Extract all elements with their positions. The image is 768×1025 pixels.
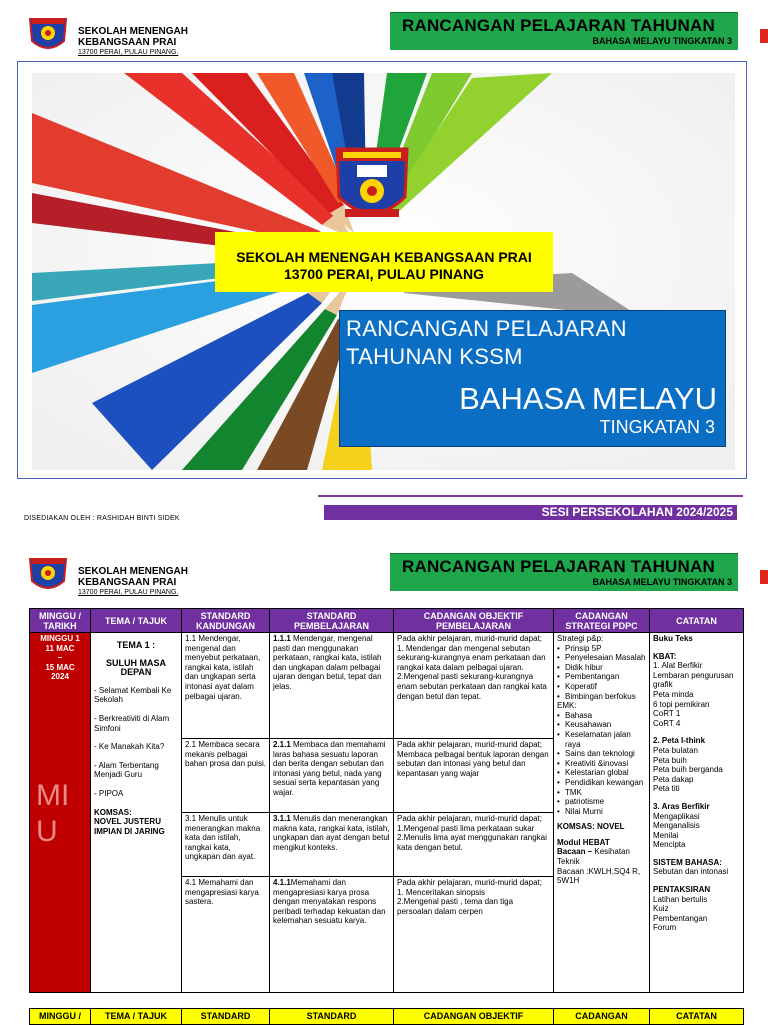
sp-cell — [270, 813, 394, 877]
tema-item: - PIPOA — [94, 788, 124, 798]
list-item: Peta titi — [653, 784, 680, 794]
week-start: 11 MAC — [45, 643, 75, 653]
obj-line: 1. Mendengar dan mengenal sebutan sekurang-kurangnya enam perkataan dan rangkai kata dalam pelbagai ujaran. — [397, 643, 546, 672]
catatan-cell — [650, 633, 744, 993]
bacaan-text3: 5W1H — [557, 876, 580, 886]
school-header — [26, 15, 188, 57]
strategi-label: Strategi p&p: — [557, 634, 604, 643]
sp-code: 1.1.1 — [273, 634, 291, 643]
list-item: Peta dakap — [653, 774, 694, 784]
list-item: Peta minda — [653, 689, 694, 699]
week-dash: – — [57, 653, 63, 663]
list-item: Pembentangan — [653, 913, 708, 923]
cover-school-name: SEKOLAH MENENGAH KEBANGSAAN PRAI — [236, 249, 532, 265]
tema-item: - Selamat Kembali Ke Sekolah — [94, 685, 172, 705]
list-item: Peta buih — [653, 755, 687, 765]
list-item: Peta bulatan — [653, 745, 698, 755]
header-objektif: CADANGAN OBJEKTIF PEMBELAJARAN — [394, 609, 554, 633]
table-header-row — [30, 1009, 744, 1025]
sp-text: Membaca dan memahami laras bahasa sesuatu laporan dan berita dengan sebutan dan intonasi yang betul, nada yang sesuai serta kepantasan yang wajar. — [273, 740, 386, 797]
school-header-page2 — [26, 555, 188, 597]
cover-title-line2: TAHUNAN KSSM — [346, 344, 523, 369]
sp-code: 3.1.1 — [273, 814, 291, 823]
header-strategi: CADANGAN — [554, 1009, 650, 1025]
emk-list — [557, 711, 646, 817]
cover-school-address: 13700 PERAI, PULAU PINANG — [284, 266, 484, 282]
tema-item: - Ke Manakah Kita? — [94, 742, 165, 752]
list-item: • Keselamatan jalan raya — [557, 730, 646, 749]
obj-cell — [394, 813, 554, 877]
rpt-table — [29, 608, 744, 993]
bacaan-text: Kesihatan Teknik — [557, 847, 630, 867]
list-item: Mengaplikasi — [653, 811, 700, 821]
list-item: • Kreativiti &inovasi — [557, 759, 646, 769]
school-name-line1: SEKOLAH MENENGAH — [78, 566, 189, 577]
obj-cell — [394, 739, 554, 813]
cover-title-line1: RANCANGAN PELAJARAN — [346, 316, 627, 341]
header-sk: STANDARD KANDUNGAN — [182, 609, 270, 633]
sk-cell: 4.1 Memahami dan mengapresiasi karya sastera. — [182, 877, 270, 993]
header-sk: STANDARD — [182, 1009, 270, 1025]
header-catatan: CATATAN — [650, 1009, 744, 1025]
header-sp: STANDARD — [270, 1009, 394, 1025]
komsas-novel: KOMSAS: NOVEL — [557, 822, 625, 832]
red-tab — [760, 570, 768, 584]
sk-cell: 3.1 Menulis untuk menerangkan makna kata dan istilah, rangkai kata, ungkapan dan ayat. — [182, 813, 270, 877]
header-minggu: MINGGU / TARIKH — [30, 609, 91, 633]
list-item: 1. Alat Berfikir — [653, 661, 703, 671]
komsas-label: KOMSAS: — [94, 807, 132, 817]
session-bar: SESI PERSEKOLAHAN 2024/2025 — [324, 505, 737, 520]
obj-line: Pada akhir pelajaran, murid-murid dapat; — [397, 740, 542, 749]
list-item: • Prinsip 5P — [557, 644, 646, 654]
list-item: • Bahasa — [557, 711, 646, 721]
header-minggu: MINGGU / — [30, 1009, 91, 1025]
title-box — [339, 310, 726, 447]
kbat-label: KBAT: — [653, 651, 677, 661]
obj-line: Membaca pelbagai bentuk laporan dengan sebutan dan intonasi yang betul dan kepantasan yang wajar — [397, 749, 549, 778]
list-item: • TMK — [557, 788, 646, 798]
week-cell — [30, 633, 91, 993]
list-item: Menganalisis — [653, 821, 700, 831]
komsas-title: NOVEL JUSTERU IMPIAN DI JARING — [94, 817, 165, 836]
list-item: Menilai — [653, 830, 679, 840]
list-item: • patriotisme — [557, 797, 646, 807]
week-end: 15 MAC — [45, 662, 75, 672]
list-item: CoRT 4 — [653, 718, 681, 728]
red-tab — [760, 29, 768, 43]
tema-item: - Alam Terbentang Menjadi Guru — [94, 760, 159, 780]
divider-line — [318, 495, 743, 497]
obj-line: 2.Mengenal pasti , tema dan tiga persoalan dalam cerpen — [397, 897, 514, 916]
school-address: 13700 PERAI, PULAU PINANG. — [78, 589, 179, 596]
strategi-cell — [554, 633, 650, 993]
school-name-box — [215, 232, 553, 292]
list-item: • Didik hibur — [557, 663, 646, 673]
tema-title: TEMA 1 : — [116, 640, 156, 650]
sp-cell — [270, 633, 394, 739]
obj-line: Pada akhir pelajaran, murid-murid dapat; — [397, 878, 542, 887]
list-item: • Bimbingan berfokus — [557, 692, 646, 702]
week-year: 2024 — [51, 672, 69, 682]
school-crest-icon — [26, 15, 70, 55]
header-objektif: CADANGAN OBJEKTIF — [394, 1009, 554, 1025]
sp-code: 2.1.1 — [273, 740, 291, 749]
obj-cell — [394, 877, 554, 993]
rpt-table-next — [29, 1008, 744, 1025]
header-tema: TEMA / TAJUK — [91, 609, 182, 633]
week-ghost-text: MI U — [36, 779, 70, 848]
obj-line: Pada akhir pelajaran, murid-murid dapat; — [397, 634, 542, 643]
obj-line: 2.Menulis lima ayat menggunakan rangkai kata dengan betul. — [397, 833, 547, 852]
list-item: Latihan bertulis — [653, 894, 708, 904]
aras-label: 3. Aras Berfikir — [653, 801, 710, 811]
banner-title: RANCANGAN PELAJARAN TAHUNAN — [402, 557, 715, 576]
list-item: Kuiz — [653, 904, 669, 914]
table-header-row — [30, 609, 744, 633]
list-item: • Penyelesaian Masalah — [557, 653, 646, 663]
modul-hebat: Modul HEBAT — [557, 837, 610, 847]
banner-subtitle: BAHASA MELAYU TINGKATAN 3 — [592, 36, 732, 46]
sp-text: Menulis dan menerangkan makna kata, rangkai kata, istilah, ungkapan dan ayat dengan betul mengikut konteks. — [273, 814, 390, 852]
obj-line: 1. Menceritakan sinopsis — [397, 887, 486, 897]
sk-cell: 1.1 Mendengar, mengenal dan menyebut perkataan, rangkai kata, istilah dan ungkapan serta intonasi ayat dalam pelbagai ujaran. — [182, 633, 270, 739]
list-item: • Pembentangan — [557, 672, 646, 682]
table-row — [30, 633, 744, 739]
list-item: • Kelestarian global — [557, 768, 646, 778]
sp-text: Mendengar, mengenal pasti dan menggunakan perkataan, rangkai kata, istilah dan ungkapan dalam pelbagai ujaran dengan betul, tepat dan jelas. — [273, 634, 382, 691]
banner-subtitle: BAHASA MELAYU TINGKATAN 3 — [592, 577, 732, 587]
list-item: Peta buih berganda — [653, 765, 723, 775]
header-strategi: CADANGAN STRATEGI PDPC — [554, 609, 650, 633]
banner-title: RANCANGAN PELAJARAN TAHUNAN — [402, 16, 715, 35]
sp-text: Memahami dan mengapresiasi karya prosa dengan menyatakan respons peribadi terhadap kekuatan dan kelemahan sesuatu karya. — [273, 878, 386, 926]
obj-line: 1.Mengenal pasti lima perkataan sukar — [397, 823, 535, 833]
cover-subject: BAHASA MELAYU — [459, 381, 717, 416]
prepared-by: DISEDIAKAN OLEH : RASHIDAH BINTI SIDEK — [24, 515, 180, 522]
sp-cell — [270, 739, 394, 813]
tema-cell — [91, 633, 182, 993]
buku-teks: Buku Teks — [653, 634, 693, 643]
list-item: CoRT 1 — [653, 709, 681, 719]
header-sp: STANDARD PEMBELAJARAN — [270, 609, 394, 633]
strategi-list — [557, 644, 646, 702]
pentaksiran-label: PENTAKSIRAN — [653, 885, 711, 895]
sk-cell: 2.1 Membaca secara mekanis pelbagai bahan prosa dan puisi. — [182, 739, 270, 813]
list-item: • Pendidikan kewangan — [557, 778, 646, 788]
tema-item: - Berkreativiti di Alam Simfoni — [94, 713, 170, 733]
cover-level: TINGKATAN 3 — [599, 417, 715, 437]
week-label: MINGGU 1 — [40, 634, 80, 643]
list-item: Forum — [653, 923, 677, 933]
school-crest-icon — [26, 555, 70, 595]
list-item: Sebutan dan intonasi — [653, 867, 729, 877]
bacaan-text2: Bacaan :KWLH,SQ4 R, — [557, 866, 641, 876]
list-item: 6 topi pemikiran — [653, 699, 710, 709]
school-name-line2: KEBANGSAAN PRAI — [78, 37, 177, 48]
bacaan-label: Bacaan – — [557, 847, 593, 857]
obj-line: Pada akhir pelajaran, murid-murid dapat; — [397, 814, 542, 823]
emk-label: EMK: — [557, 701, 577, 711]
list-item: • Nilai Murni — [557, 807, 646, 817]
peta-label: 2. Peta I-think — [653, 736, 706, 746]
list-item: • Koperatif — [557, 682, 646, 692]
list-item: • Sains dan teknologi — [557, 749, 646, 759]
school-crest-large-icon — [333, 147, 411, 229]
obj-cell — [394, 633, 554, 739]
list-item: Lembaran pengurusan grafik — [653, 670, 734, 690]
header-catatan: CATATAN — [650, 609, 744, 633]
list-item: Mencipta — [653, 840, 686, 850]
sp-cell — [270, 877, 394, 993]
list-item: • Keusahawan — [557, 720, 646, 730]
obj-line: 2.Mengenal pasti sekurang-kurangnya enam sebutan perkataan dan rangkai kata dengan betul dan tepat. — [397, 672, 547, 701]
rpt-banner-page2 — [390, 553, 738, 591]
header-tema: TEMA / TAJUK — [91, 1009, 182, 1025]
school-name-line1: SEKOLAH MENENGAH — [78, 26, 189, 37]
school-name-line2: KEBANGSAAN PRAI — [78, 577, 177, 588]
sp-code: 4.1.1 — [273, 878, 291, 887]
school-address: 13700 PERAI, PULAU PINANG. — [78, 49, 179, 56]
rpt-banner — [390, 12, 738, 50]
tema-sub: SULUH MASA DEPAN — [106, 657, 166, 678]
sistem-label: SISTEM BAHASA: — [653, 857, 722, 867]
